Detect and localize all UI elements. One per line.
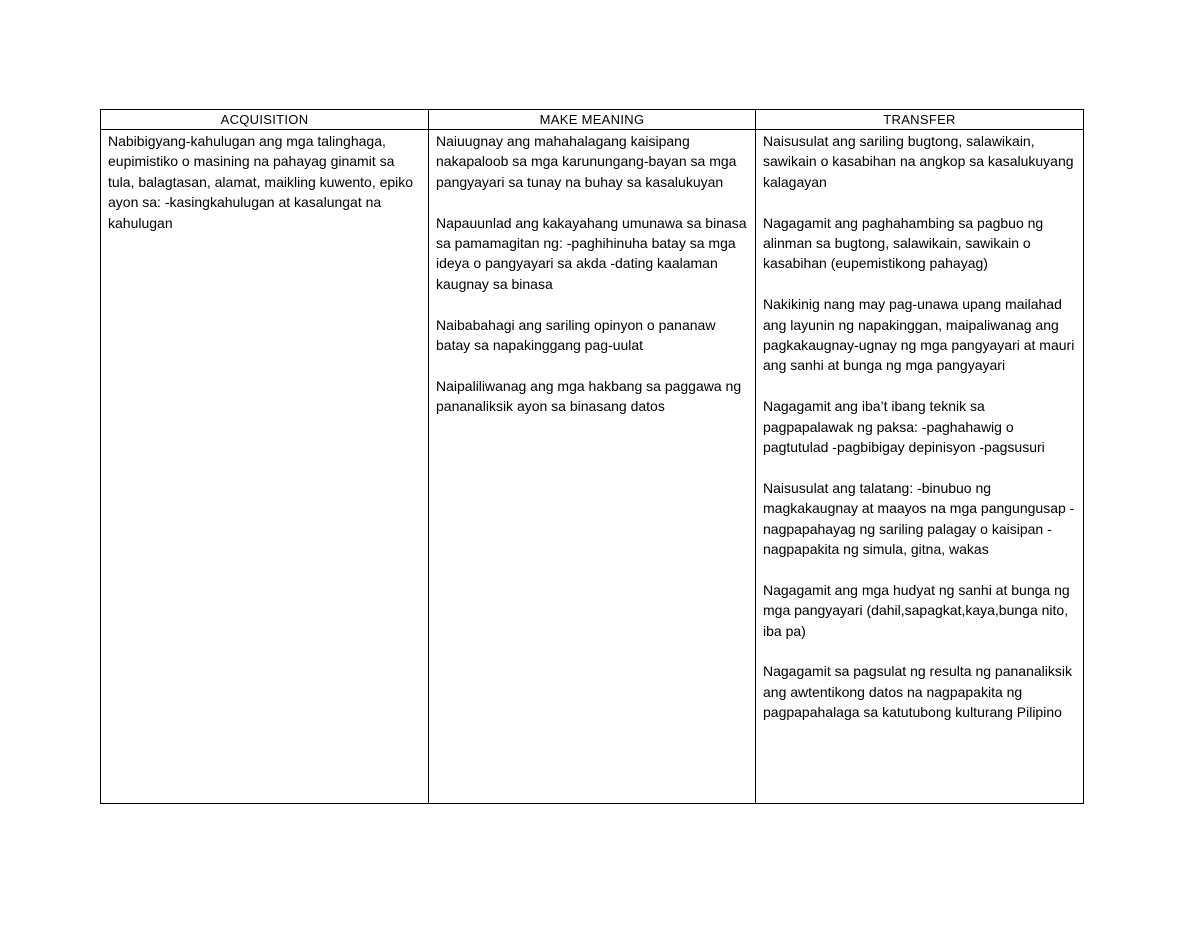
make-meaning-cell xyxy=(429,130,756,804)
make-meaning-item: Naibabahagi ang sariling opinyon o pananaw batay sa napakinggang pag-uulat xyxy=(436,316,716,354)
transfer-item: Nagagamit ang mga hudyat ng sanhi at bunga ng mga pangyayari (dahil,sapagkat,kaya,bunga nito, iba pa) xyxy=(763,581,1070,639)
transfer-item: Naisusulat ang talatang: -binubuo ng magkakaugnay at maayos na mga pangungusap - nagpapahayag ng sariling palagay o kaisipan -nagpapakita ng simula, gitna, wakas xyxy=(763,479,1075,558)
transfer-item: Nagagamit ang paghahambing sa pagbuo ng alinman sa bugtong, salawikain, sawikain o kasabihan (eupemistikong pahayag) xyxy=(763,214,1044,272)
transfer-item: Naisusulat ang sariling bugtong, salawikain, sawikain o kasabihan na angkop sa kasalukuyang kalagayan xyxy=(763,133,1074,190)
transfer-item: Nagagamit sa pagsulat ng resulta ng pananaliksik ang awtentikong datos na nagpapakita ng pagpapahalaga sa katutubong kulturang Pilipino xyxy=(763,663,1072,721)
acquisition-item: Nabibigyang-kahulugan ang mga talinghaga, eupimistiko o masining na pahayag ginamit sa tula, balagtasan, alamat, maikling kuwento, epiko ayon sa: -kasingkahulugan at kasalungat na kahulugan xyxy=(108,133,414,231)
make-meaning-item: Naiuugnay ang mahahalagang kaisipang nakapaloob sa mga karunungang-bayan sa mga pangyayari sa tunay na buhay sa kasalukuyan xyxy=(436,133,737,190)
competency-table xyxy=(100,109,1084,804)
header-acquisition: ACQUISITION xyxy=(101,110,429,130)
transfer-item: Nagagamit ang iba’t ibang teknik sa pagpapalawak ng paksa: -paghahawig o pagtutulad -pagbibigay depinisyon -pagsusuri xyxy=(763,398,1045,456)
table-body xyxy=(101,130,1084,804)
make-meaning-item: Naipaliliwanag ang mga hakbang sa paggawa ng pananaliksik ayon sa binasang datos xyxy=(436,377,742,415)
header-transfer: TRANSFER xyxy=(756,110,1084,130)
header-row xyxy=(101,110,1084,130)
header-make-meaning: MAKE MEANING xyxy=(429,110,756,130)
transfer-item: Nakikinig nang may pag-unawa upang mailahad ang layunin ng napakinggan, maipaliwanag ang pagkakaugnay-ugnay ng mga pangyayari at mauri ang sanhi at bunga ng mga pangyayari xyxy=(763,296,1075,374)
table-row xyxy=(101,130,1084,804)
acquisition-cell xyxy=(101,130,429,804)
transfer-cell xyxy=(756,130,1084,804)
table-header xyxy=(101,110,1084,130)
make-meaning-item: Napauunlad ang kakayahang umunawa sa binasa sa pamamagitan ng: -paghihinuha batay sa mga ideya o pangyayari sa akda -dating kaalaman kaugnay sa binasa xyxy=(436,214,747,292)
